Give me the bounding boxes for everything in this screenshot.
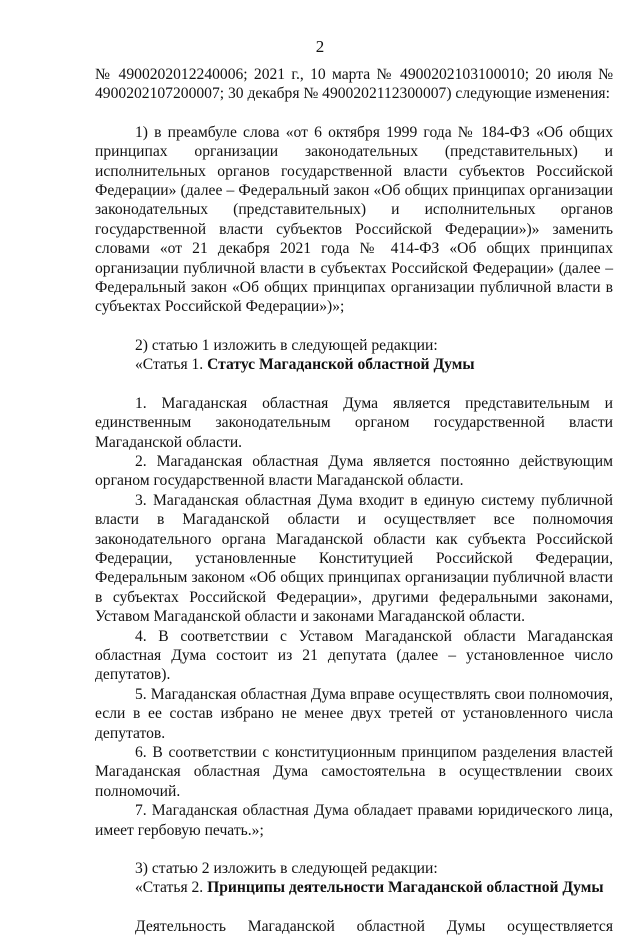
article-1-clause-4: 4. В соответствии с Уставом Магаданской области Магаданская областная Дума состоит из 21 депутата (далее – установленное число депутатов).	[95, 627, 613, 684]
page-number: 2	[315, 37, 325, 56]
paragraph-gap	[95, 317, 613, 336]
article-1-title: Статус Магаданской областной Думы	[207, 356, 475, 374]
article-2-title: Принципы деятельности Магаданской областной Думы	[207, 879, 604, 897]
paragraph-gap	[95, 898, 613, 917]
article-1-clause-6: 6. В соответствии с конституционным принципом разделения властей Магаданская областная Дума самостоятельна в осуществлении своих полномочий.	[95, 744, 613, 800]
article-1-clause-7: 7. Магаданская областная Дума обладает правами юридического лица, имеет гербовую печать.»;	[95, 802, 613, 839]
paragraph-gap	[95, 840, 613, 859]
article-1-clause-5: 5. Магаданская областная Дума вправе осуществлять свои полномочия, если в ее состав избрано не менее двух третей от установленного числа депутатов.	[95, 685, 613, 742]
article-1-clause-2: 2. Магаданская областная Дума является постоянно действующим органом государственной власти Магаданской области.	[95, 452, 613, 490]
paragraph-gap	[95, 104, 613, 123]
paragraph-gap	[95, 375, 613, 394]
article-1-heading	[95, 355, 613, 374]
article-2-prefix: «Статья 2.	[135, 879, 208, 897]
paragraph-item-1: 1) в преамбуле слова «от 6 октября 1999 года № 184-ФЗ «Об общих принципах организации законодательных (представительных) и исполнительных органов государственной власти субъектов Российской Федерации» (далее – Федеральный закон «Об общих принципах организации законодательных (представительных) и исполнительных органов государственной власти субъектов Российской Федерации»)» заменить словами «от 21 декабря 2021 года № 414-ФЗ «Об общих принципах организации публичной власти в субъектах Российской Федерации» (далее – Федеральный закон «Об общих принципах организации публичной власти в субъектах Российской Федерации»)»;	[95, 123, 613, 316]
article-1-clause-3: 3. Магаданская областная Дума входит в единую систему публичной власти в Магаданской области и осуществляет все полномочия законодательного органа Магаданской области как субъекта Российской Федерации, установленные Конституцией Российской Федерации, Федеральным законом «Об общих принципах организации публичной власти в субъектах Российской Федерации», другими федеральными законами, Уставом Магаданской области и законами Магаданской области.	[95, 491, 613, 626]
paragraph-item-2: 2) статью 1 изложить в следующей редакции:	[135, 336, 438, 354]
article-1-clause-1: 1. Магаданская областная Дума является представительным и единственным законодательным органом государственной власти Магаданской области.	[95, 394, 613, 451]
article-1-prefix: «Статья 1.	[135, 356, 208, 374]
document-body	[95, 65, 613, 936]
article-2-heading	[95, 878, 613, 897]
paragraph-item-3: 3) статью 2 изложить в следующей редакции:	[135, 860, 438, 878]
article-2-text-start: Деятельность Магаданской областной Думы осуществляется	[135, 917, 613, 935]
paragraph-continuation: № 4900202012240006; 2021 г., 10 марта № 4900202103100010; 20 июля № 4900202107200007; 30 декабря № 4900202112300007) следующие изменения:	[95, 66, 613, 103]
